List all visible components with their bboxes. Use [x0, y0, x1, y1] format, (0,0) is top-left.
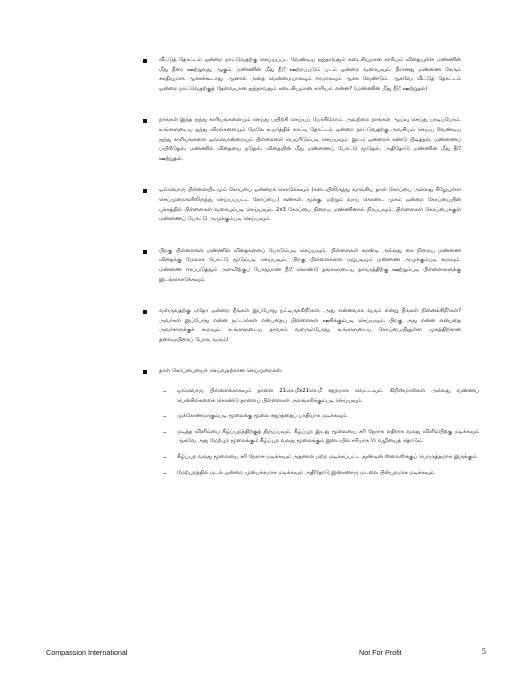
page-number: 5 [481, 647, 486, 656]
footer-organization: Compassion International [46, 648, 128, 657]
dash-icon: – [163, 412, 167, 421]
bullet-square-icon [143, 119, 147, 123]
footer-status: Not For Profit [359, 648, 402, 657]
sub-list-item [163, 427, 479, 447]
bullet-text: வீட்டுத் தோட்டம் ஒன்றை நாட்டுவதற்கு செய்யப்பட வேண்டிய ஐந்தாவதும் கடைசியுமான காரியம் விதையுள்ள மண்ணின் மீது நீரை ஊற்றுவது ஆகும். மண்ணின் மீது நீடூ ஊற்றப்படும் படம் ஒன்றை வரையவும். நீரானது மண்ணை சேரும் சகதியுமாக ஆக்கக்கூடாது, ஆனால் அதை மென்மையாகவும் ஈரமாகவும் ஆக்க வேண்டும். ஆகவே, வீட்டுத் தோட்டம் ஒன்றை நாட்டுவதற்குத் தேவையான ஐந்தாவதும் கடைசியுமான காரியம் என்ன? (மண்ணின் மீது நீடூ ஊற்றுதல்) [159, 57, 461, 92]
sub-item-text: முக்கோணமாகும்படி மூலைக்கு மூலை சதுரத்தைப் பாதியாக மடிக்கவும். [177, 413, 349, 420]
sub-list [163, 387, 479, 478]
page-footer [46, 648, 486, 660]
sub-item-text: கீழ்ப்புற வலது மூலையை சரி நேராக மடிக்கவும் அதனால் மற்ற மடிக்கப்பட்ட துண்டின் ஸ்லைஸ்க்குப் பொருத்தமாக இருக்கும். [177, 454, 478, 461]
sub-item-text: மடித்த விளிம்பை கீழ்ப்புறத்திற்குத் திருப்பவும். கீழ்ப்புற இடது மூலையை சரி நேராக எதிராக வலது விளிம்பிற்கு மடிக்கவும் ஆகவே அது மேற்புற மூலைக்கும் கீழ்ப்புற வலது மூலைக்கும் இடையில் சரியாக ½ வழியைத் தொடும். [177, 428, 479, 445]
bullet-item [143, 247, 461, 285]
bullet-square-icon [143, 59, 147, 63]
sub-list-item [163, 387, 479, 406]
dash-icon: – [163, 387, 167, 396]
dash-icon: – [163, 427, 167, 436]
bullet-item [143, 307, 461, 345]
bullet-text: வளருவதற்கு ஏதோ ஒன்றை நீங்கள் இப்போது நட்டிருக்கிறீர்கள், அது என்னவாக வரும் என்று நீங்கள் நினைக்கிறீர்கள்? அவர்கள் இப்போது என்ன நட்டார்கள் என்பதைப் பிள்ளைகள் ஊகிக்கும்படி செய்யவும். பிறகு அது என்ன என்பதை அவர்களுக்குக் கூறவும். உங்களுடைய தாவரம் வளரும்போது, உங்களுடைய கோப்பையிலுள்ள முகத்திற்கான தலைமயிரைப் போல வரும்! [159, 308, 461, 343]
bullet-square-icon [143, 250, 147, 254]
sub-list-item [163, 412, 479, 422]
bullet-item [143, 116, 461, 164]
bullet-item [143, 367, 479, 478]
dash-icon: – [163, 453, 167, 462]
bullet-square-icon [143, 310, 147, 314]
bullet-item [143, 56, 461, 94]
dash-icon: – [163, 468, 167, 477]
bullet-item [143, 186, 461, 224]
sub-item-text: மேற்புறத்தில் மடல் ஒன்றை முன்பக்கமாக மடிக்கவும் அதிதோடு இன்னொரு மடலை பின்புறமாக மடிக்கவும். [177, 469, 436, 476]
bullet-list [143, 56, 479, 500]
bullet-text: நாங்கள் இந்த ஐந்து காரியங்களையும் செய்து பயிற்சி செய்யப் போகிறோம். அவற்றை நாங்கள் ஆய்வு செய்து பாடிப்போம். உங்களுடைய ஐந்து விரல்களையும் மேலே உயர்த்திக் காட்டி தோட்டம் ஒன்றை நாட்டுவதற்கு அவசியம் செய்ய வேண்டிய ஐந்து காரியங்களை ஒவ்வொன்றையும் பிள்ளைகள் பெயரிடும்படி செய்யவும்: இடம் ஒன்றைக் கண்டு பிடித்தல், மண்ணைப் பயிரிடுதல், மண்ணில் விதையை நடுதல், விதையின் மீது மண்ணைப் போட்டு மூடுதல், அதிதோடு மண்ணின் மீது நீடூ ஊற்றுதல். [159, 117, 461, 162]
sub-list-item [163, 453, 479, 463]
sub-list-item [163, 468, 479, 479]
bullet-text: தாள் கோப்பையைச் செய்வதற்கான செய்முறைகள்: [159, 368, 283, 375]
bullet-text: ஒவ்வொரு பிள்ளையிடமும் கோப்பை ஒன்றைக் கொடுக்கவும் (கடையிலிருந்து வாங்கிய தாள் கோப்பை அல்லது கீழேயுள்ள செய்முறைகளிலிருந்து செய்யப்பட்ட கோப்பை.) கண்கள், மூக்கு, மற்றும் வாய் கொண்ட முகம் ஒன்றை கோப்பையின் பக்கத்தில் பிள்ளைகள் வரையும்படி செய்யவும். 2x3 கோப்பை நிறைய மண்ணினால் நிரப்பவும். பிள்ளைகள் கோப்பைக்குள் மண்ணைப் போட்டு அமுக்கும்படி செய்யவும். [159, 187, 461, 223]
sub-item-text: ஒவ்வொரு பிள்ளைக்காகவும் தாளை 21செ.மீx21செ.மீ சதுரமாக வெட்டவும். கிறிஸ்மாஸ்கள் அல்லது வண்ணப் பென்சில்களைக் கொண்டு தாளைப் பிள்ளைகள் அலங்கரிக்கும்படி செய்யவும். [177, 388, 479, 404]
bullet-square-icon [143, 370, 147, 374]
bullet-text: பிறகு பிள்ளைகள் மண்ணில் விதைகளைப் போடும்படி செய்யவும். பிள்ளைகள் கரண்டி அல்லது கை நிறைய மண்ணை விதைக்கு மேலாக போட்டு மூடும்படி செய்யவும். பிறகு பிள்ளைகளை மறுபடியும் மண்ணை அமுக்கும்படி கூறவும். மண்ணை ஈரப்படுத்தும் அளவிற்குப் போதுமான நீடூ கொண்டு தங்களுடைய தாவரத்திற்கு ஊற்றும்படி பிள்ளைகளுக்கு இடங்கொடுக்கவும். [159, 247, 461, 283]
bullet-square-icon [143, 189, 147, 193]
